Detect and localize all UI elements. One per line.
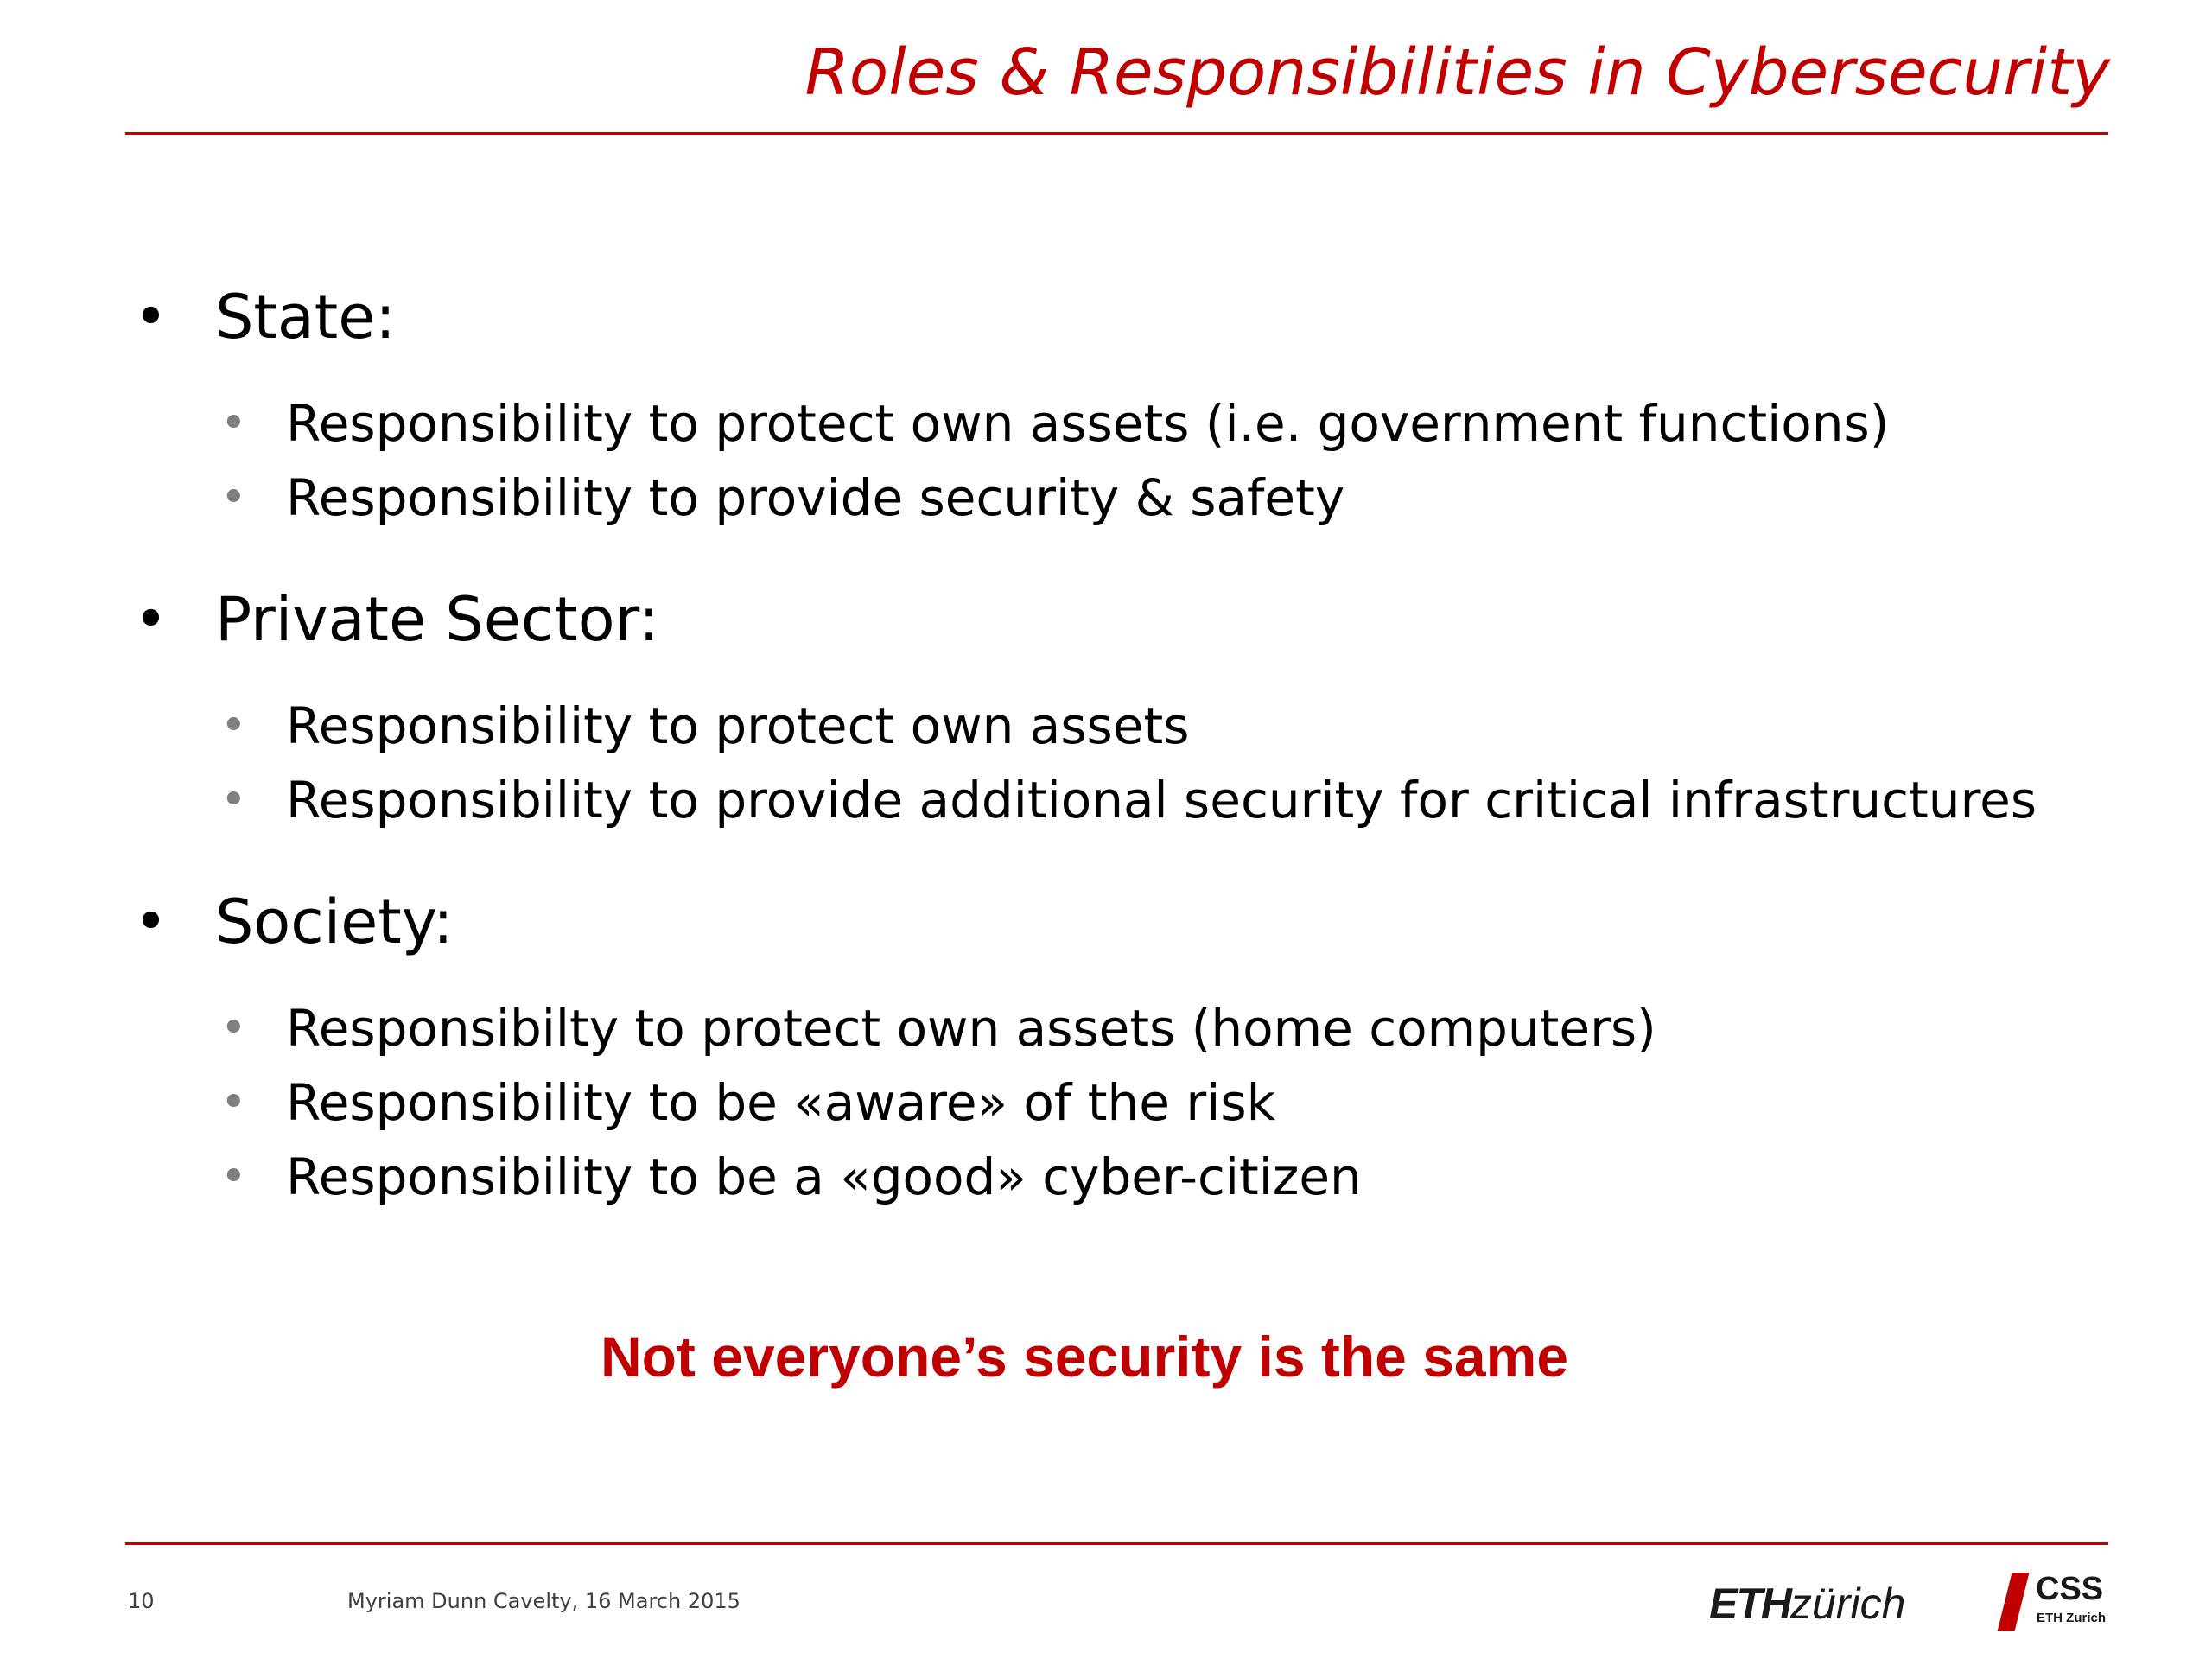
bullet-icon: •: [220, 700, 247, 752]
bullet-icon: •: [134, 283, 168, 350]
eth-zurich-logo: [1709, 1580, 1905, 1628]
bullet-icon: •: [220, 397, 247, 449]
footer-divider: [125, 1542, 2108, 1545]
bullet-icon: •: [134, 586, 168, 652]
bullet-icon: •: [220, 1151, 247, 1203]
header-divider: [125, 132, 2108, 135]
eth-logo-bold: ETH: [1709, 1580, 1790, 1628]
bullet-icon: •: [134, 888, 168, 955]
bullet-icon: •: [220, 774, 247, 826]
page-number: 10: [128, 1589, 155, 1613]
css-logo: [1996, 1571, 2117, 1633]
css-logo-subtext: ETH Zurich: [2037, 1611, 2107, 1625]
callout-text: Not everyone’s security is the same: [600, 1325, 1569, 1389]
bullet-icon: •: [220, 472, 247, 524]
slide-title: Roles & Responsibilities in Cybersecurity: [804, 35, 2110, 110]
footer-author-date: Myriam Dunn Cavelty, 16 March 2015: [347, 1589, 741, 1613]
css-logo-slash-icon: [1998, 1573, 2030, 1631]
eth-logo-light: zürich: [1790, 1580, 1906, 1628]
bullet-icon: •: [220, 1002, 247, 1054]
css-logo-text: CSS: [2036, 1571, 2104, 1607]
bullet-icon: •: [220, 1077, 247, 1128]
